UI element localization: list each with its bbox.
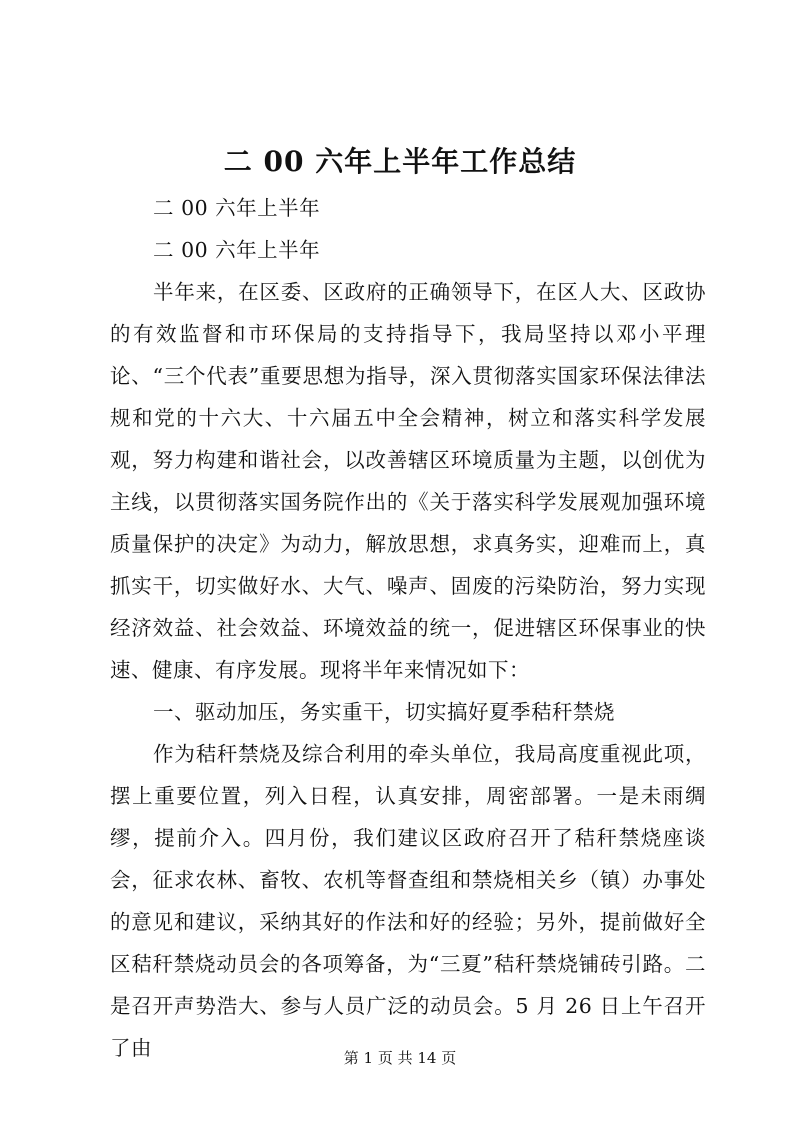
page-footer: 第 1 页 共 14 页 <box>343 1049 457 1067</box>
document-title: 二 00 六年上半年工作总结 <box>223 145 577 178</box>
paragraph: 半年来，在区委、区政府的正确领导下，在区人大、区政协的有效监督和市环保局的支持指导下，我局坚持以邓小平理论、“三个代表”重要思想为指导，深入贯彻落实国家环保法律法规和党的十六大、十六届五中全会精神，树立和落实科学发展观，努力构建和谐社会，以改善辖区环境质量为主题，以创优为主线，以贯彻落实国务院作出的《关于落实科学发展观加强环境质量保护的决定》为动力，解放思想，求真务实，迎难而上，真抓实干，切实做好水、大气、噪声、固废的污染防治，努力实现经济效益、社会效益、环境效益的统一，促进辖区环保事业的快速、健康、有序发展。现将半年来情况如下： <box>110 280 706 682</box>
paragraph: 二 00 六年上半年 <box>153 238 321 262</box>
paragraph: 二 00 六年上半年 <box>153 196 321 220</box>
document-body <box>110 187 706 1069</box>
section-heading: 一、驱动加压，务实重干，切实搞好夏季秸秆禁烧 <box>153 700 616 724</box>
paragraph: 作为秸秆禁烧及综合利用的牵头单位，我局高度重视此项，摆上重要位置，列入日程，认真安排，周密部署。一是未雨绸缪，提前介入。四月份，我们建议区政府召开了秸秆禁烧座谈会，征求农林、畜牧、农机等督查组和禁烧相关乡（镇）办事处的意见和建议，采纳其好的作法和好的经验；另外，提前做好全区秸秆禁烧动员会的各项筹备，为“三夏”秸秆禁烧铺砖引路。二是召开声势浩大、参与人员广泛的动员会。5 月 26 日上午召开了由 <box>110 742 706 1060</box>
